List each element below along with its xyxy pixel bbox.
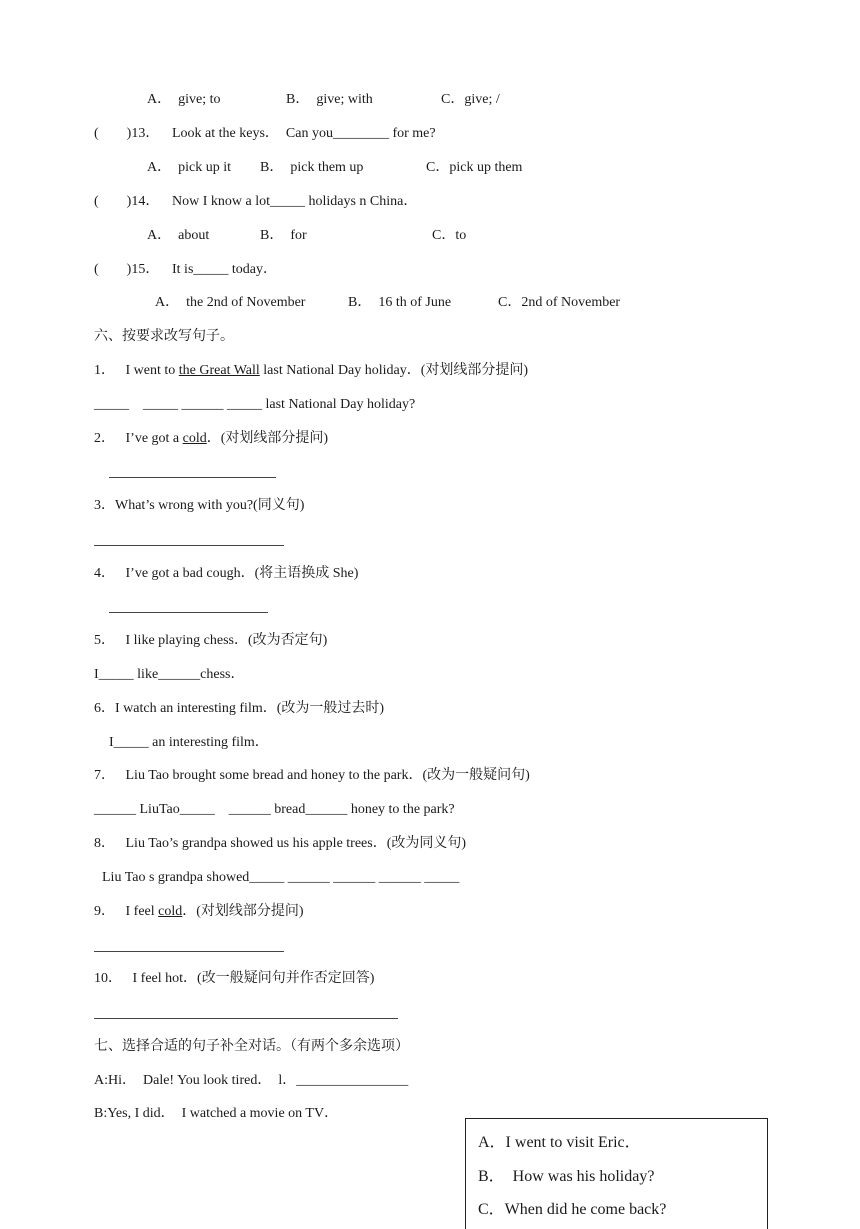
- q15-answer-paren: ( )15．: [94, 262, 160, 277]
- option-c: C．When did he come back?: [478, 1201, 667, 1218]
- s6-item6-answer: I_____ an interesting film．: [109, 735, 269, 750]
- item-number: 4．: [94, 566, 115, 581]
- q13-question: Look at the keys． Can you________ for me?: [172, 126, 436, 141]
- item-text-pre: I’ve got a: [125, 431, 183, 446]
- item-text-post: ．(对划线部分提问): [182, 904, 304, 919]
- section6-title: 六、按要求改写句子。: [94, 329, 234, 344]
- s6-item1: [94, 362, 528, 380]
- dialog-line-a: A:Hi． Dale! You look tired． l．________________: [94, 1073, 409, 1088]
- q12-option-c: C．give; /: [441, 92, 500, 107]
- item-text: Liu Tao brought some bread and honey to the park．(改为一般疑问句): [125, 768, 530, 783]
- s6-item5: [94, 632, 327, 650]
- s6-item10-answer-line[interactable]: [94, 1018, 398, 1019]
- q12-option-a: A． give; to: [147, 92, 221, 107]
- item-text-post: last National Day holiday．(对划线部分提问): [259, 363, 529, 378]
- item-text: I feel hot．(改一般疑问句并作否定回答): [132, 971, 375, 986]
- s6-item3: 3．What’s wrong with you?(同义句): [94, 498, 305, 513]
- s6-item7: [94, 767, 530, 785]
- s6-item7-answer: ______ LiuTao_____ ______ bread______ honey to the park?: [94, 802, 455, 817]
- s6-item2-answer-line[interactable]: [109, 477, 276, 478]
- item-number: 1．: [94, 363, 115, 378]
- s6-item9-answer-line[interactable]: [94, 951, 284, 952]
- item-number: 8．: [94, 836, 115, 851]
- item-number: 5．: [94, 633, 115, 648]
- item-text-pre: I went to: [125, 363, 179, 378]
- item-text-pre: I feel: [125, 904, 159, 919]
- options-box: [465, 1118, 768, 1229]
- underlined-phrase: cold: [182, 431, 207, 446]
- item-number: 7．: [94, 768, 115, 783]
- s6-item5-answer: I_____ like______chess．: [94, 667, 245, 682]
- s6-item3-answer-line[interactable]: [94, 545, 284, 546]
- q14-question: Now I know a lot_____ holidays n China．: [172, 194, 418, 209]
- q14-option-b: B． for: [260, 228, 307, 243]
- s6-item10: [94, 970, 374, 988]
- section7-title: 七、选择合适的句子补全对话。（有两个多余选项）: [94, 1039, 409, 1054]
- item-number: 9．: [94, 904, 115, 919]
- s6-item4-answer-line[interactable]: [109, 612, 268, 613]
- option-b: B． How was his holiday?: [478, 1168, 655, 1185]
- option-a: A．I went to visit Eric．: [478, 1134, 641, 1151]
- q13-option-b: B． pick them up: [260, 160, 364, 175]
- s6-item2: [94, 430, 328, 448]
- q13-answer-paren: ( )13．: [94, 126, 160, 141]
- item-text: Liu Tao’s grandpa showed us his apple trees．(改为同义句): [125, 836, 467, 851]
- s6-item8-answer: Liu Tao s grandpa showed_____ ______ ______ ______ _____: [102, 870, 460, 885]
- q14-option-a: A． about: [147, 228, 210, 243]
- s6-item8: [94, 835, 466, 853]
- item-number: 2．: [94, 431, 115, 446]
- q15-option-a: A． the 2nd of November: [155, 295, 306, 310]
- q15-option-c: C．2nd of November: [498, 295, 621, 310]
- dialog-line-b: B:Yes, I did． I watched a movie on TV．: [94, 1106, 339, 1121]
- q15-question: It is_____ today．: [172, 262, 277, 277]
- q13-option-a: A． pick up it: [147, 160, 231, 175]
- item-text: I’ve got a bad cough．(将主语换成 She): [125, 566, 359, 581]
- item-text: I like playing chess．(改为否定句): [125, 633, 328, 648]
- s6-item4: [94, 565, 358, 583]
- q14-answer-paren: ( )14．: [94, 194, 160, 209]
- underlined-phrase: cold: [158, 904, 183, 919]
- s6-item9: [94, 903, 304, 921]
- item-text-post: ．(对划线部分提问): [206, 431, 329, 446]
- s6-item1-answer: _____ _____ ______ _____ last National Day holiday?: [94, 397, 416, 412]
- q12-option-b: B． give; with: [286, 92, 373, 107]
- q13-option-c: C．pick up them: [426, 160, 523, 175]
- q15-option-b: B． 16 th of June: [348, 295, 452, 310]
- s6-item6: 6．I watch an interesting film．(改为一般过去时): [94, 701, 385, 716]
- item-number: 10．: [94, 971, 122, 986]
- underlined-phrase: the Great Wall: [178, 363, 260, 378]
- q14-option-c: C．to: [432, 228, 467, 243]
